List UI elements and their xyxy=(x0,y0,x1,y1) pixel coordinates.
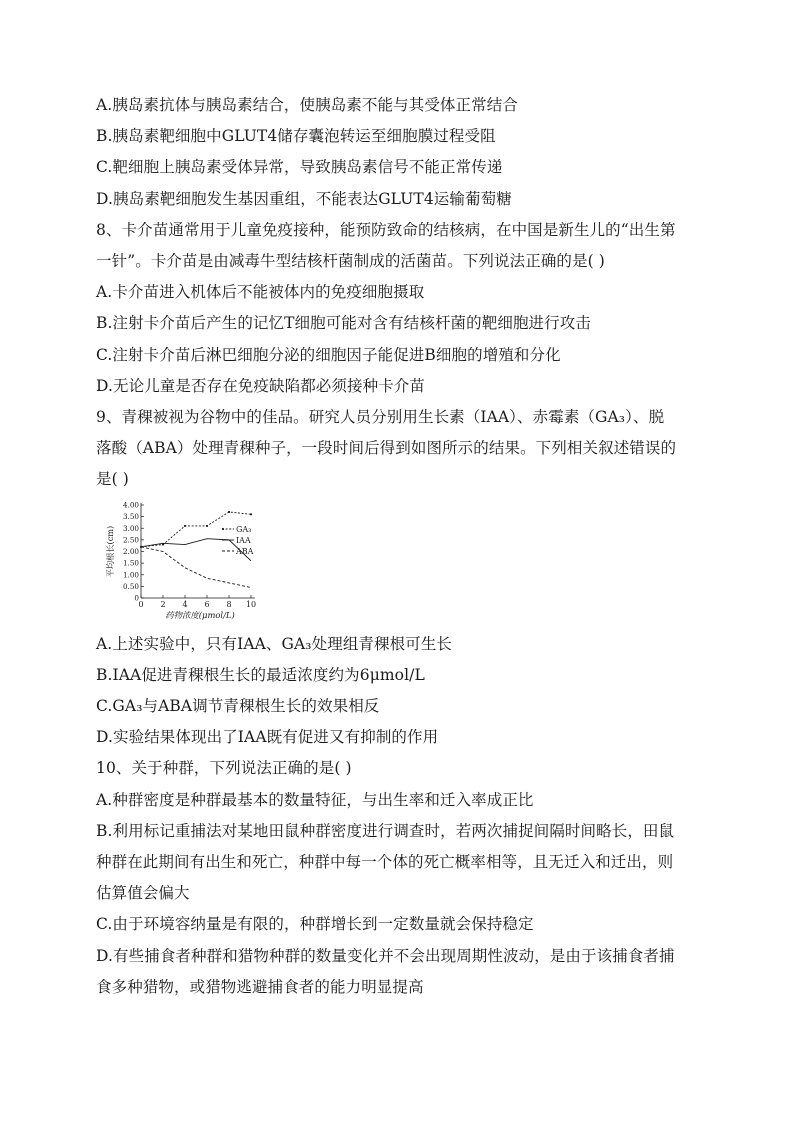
q10-option-b-line-2: 种群在此期间有出生和死亡，种群中每一个体的死亡概率相等，且无迁入和迁出，则 xyxy=(96,853,674,872)
series-point-0 xyxy=(228,511,230,513)
x-tick-label: 0 xyxy=(138,599,144,609)
q10-option-a: A.种群密度是种群最基本的数量特征，与出生率和迁入率成正比 xyxy=(96,790,534,809)
y-tick-label: 1.00 xyxy=(122,569,139,579)
q7-option-d: D.胰岛素靶细胞发生基因重组，不能表达GLUT4运输葡萄糖 xyxy=(96,189,512,208)
q9-option-d: D.实验结果体现出了IAA既有促进又有抑制的作用 xyxy=(96,728,439,747)
series-point-0 xyxy=(250,513,252,515)
legend-marker-0 xyxy=(222,528,224,530)
q8-option-a: A.卡介苗进入机体后不能被体内的免疫细胞摄取 xyxy=(96,283,425,302)
q8-stem-line-2: 一针”。卡介苗是由减毒牛型结核杆菌制成的活菌苗。下列说法正确的是( ) xyxy=(96,252,605,271)
q9-stem-line-2: 落酸（ABA）处理青稞种子，一段时间后得到如图所示的结果。下列相关叙述错误的 xyxy=(96,439,677,458)
series-point-0 xyxy=(206,524,208,526)
x-tick-label: 2 xyxy=(160,599,166,609)
q9-option-a: A.上述实验中，只有IAA、GA₃处理组青稞根可生长 xyxy=(96,634,453,653)
x-tick-label: 4 xyxy=(182,599,188,609)
q8-option-c: C.注射卡介苗后淋巴细胞分泌的细胞因子能促进B细胞的增殖和分化 xyxy=(96,345,561,364)
y-tick-label: 2.00 xyxy=(122,546,139,556)
legend-label-2: ABA xyxy=(236,546,254,556)
q8-stem-line-1: 8、卡介苗通常用于儿童免疫接种，能预防致命的结核病，在中国是新生儿的“出生第 xyxy=(96,220,676,239)
y-tick-label: 3.50 xyxy=(122,511,139,521)
q9-option-b: B.IAA促进青稞根生长的最适浓度约为6μmol/L xyxy=(96,665,425,684)
series-line-1 xyxy=(141,538,251,560)
q9-stem-line-3: 是( ) xyxy=(96,470,129,489)
q7-option-a: A.胰岛素抗体与胰岛素结合，使胰岛素不能与其受体正常结合 xyxy=(96,96,518,114)
x-tick-label: 10 xyxy=(245,599,257,609)
legend-label-1: IAA xyxy=(236,535,251,545)
questions-content xyxy=(96,90,696,1003)
y-tick-label: 0.50 xyxy=(122,581,139,591)
q8-option-b: B.注射卡介苗后产生的记忆T细胞可能对含有结核杆菌的靶细胞进行攻击 xyxy=(96,314,591,333)
q10-option-d-line-2: 食多种猎物，或猎物逃避捕食者的能力明显提高 xyxy=(96,977,424,996)
line-chart-svg xyxy=(100,499,270,627)
q9-stem-line-1: 9、青稞被视为谷物中的佳品。研究人员分别用生长素（IAA）、赤霉素（GA₃）、脱 xyxy=(96,408,665,427)
series-point-0 xyxy=(184,524,186,526)
x-tick-label: 8 xyxy=(226,599,232,609)
y-axis-label: 平均根长(cm) xyxy=(105,525,115,577)
y-tick-label: 3.00 xyxy=(122,523,139,533)
y-tick-label: 0 xyxy=(134,593,139,603)
q10-option-b-line-3: 估算值会偏大 xyxy=(96,884,190,903)
q10-option-b-line-1: B.利用标记重捕法对某地田鼠种群密度进行调查时，若两次捕捉间隔时间略长，田鼠 xyxy=(96,821,675,840)
q10-stem: 10、关于种群，下列说法正确的是( ) xyxy=(96,759,352,778)
root-length-chart xyxy=(100,499,270,627)
q8-option-d: D.无论儿童是否存在免疫缺陷都必须接种卡介苗 xyxy=(96,376,426,395)
q10-option-d-line-1: D.有些捕食者种群和猎物种群的数量变化并不会出现周期性波动，是由于该捕食者捕 xyxy=(96,946,675,965)
x-tick-label: 6 xyxy=(204,599,210,609)
q7-option-c: C.靶细胞上胰岛素受体异常，导致胰岛素信号不能正常传递 xyxy=(96,158,503,177)
q9-option-c: C.GA₃与ABA调节青稞根生长的效果相反 xyxy=(96,697,380,716)
y-tick-label: 4.00 xyxy=(122,500,139,510)
x-axis-label: 药物浓度(μmol/L) xyxy=(165,609,235,620)
y-tick-label: 2.50 xyxy=(122,535,139,545)
y-tick-label: 1.50 xyxy=(122,558,139,568)
q7-option-b: B.胰岛素靶细胞中GLUT4储存囊泡转运至细胞膜过程受阻 xyxy=(96,127,496,146)
series-line-2 xyxy=(141,546,251,587)
q10-option-c: C.由于环境容纳量是有限的，种群增长到一定数量就会保持稳定 xyxy=(96,915,534,934)
legend-label-0: GA₃ xyxy=(236,524,252,534)
